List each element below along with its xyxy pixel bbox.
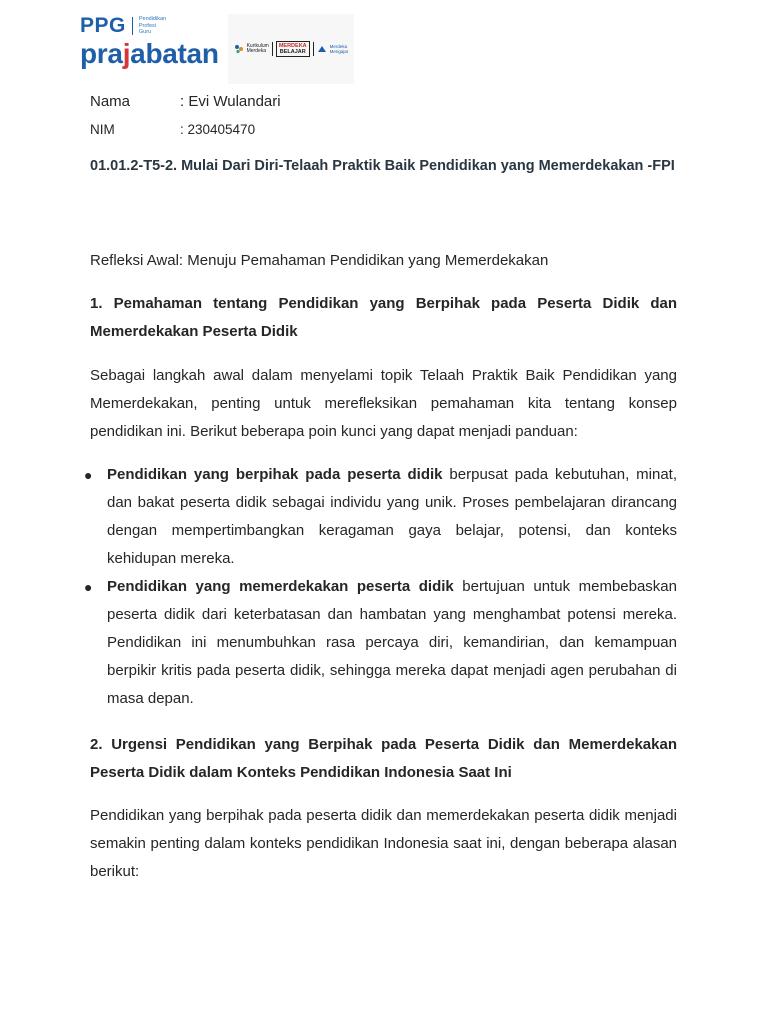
merdeka-belajar-logo: MERDEKA BELAJAR (276, 41, 310, 57)
name-label: Nama (90, 93, 131, 110)
merdeka-mengajar-icon (317, 44, 327, 54)
list-item: ● Pendidikan yang memerdekakan peserta didik bertujuan untuk membebaskan peserta didik dari keterbatasan dan hambatan yang menghambat potensi mereka. Pendidikan ini menumbuhkan rasa percaya diri, kemandirian, dan kemampuan berpikir kritis pada peserta didik, sehingga mereka dapat menjadi agen perubahan di masa depan. (80, 573, 677, 713)
document-title: 01.01.2-T5-2. Mulai Dari Diri-Telaah Praktik Baik Pendidikan yang Memerdekakan -FPI (90, 158, 675, 174)
nim-row (90, 122, 255, 137)
logo-divider (313, 42, 314, 56)
list-item: ● Pendidikan yang berpihak pada peserta didik berpusat pada kebutuhan, minat, dan bakat peserta didik sebagai individu yang unik. Proses pembelajaran dirancang dengan mempertimbangkan keragaman gaya belajar, potensi, dan konteks kehidupan mereka. (80, 461, 677, 573)
section2-heading: 2. Urgensi Pendidikan yang Berpihak pada Peserta Didik dan Memerdekakan Peserta Didik dalam Konteks Pendidikan Indonesia Saat Ini (90, 736, 677, 781)
ppg-prajabatan-logo (80, 14, 220, 70)
logo-divider (272, 42, 273, 56)
intro-line: Refleksi Awal: Menuju Pemahaman Pendidikan yang Memerdekakan (90, 252, 549, 269)
prajabatan-logo-text: prajabatan (80, 38, 219, 69)
bullet-icon: ● (84, 467, 93, 483)
partner-logos (228, 14, 354, 84)
bullet-list (80, 461, 677, 713)
section1-heading: 1. Pemahaman tentang Pendidikan yang Berpihak pada Peserta Didik dan Memerdekakan Peserta Didik (90, 295, 677, 340)
nim-label: NIM (90, 122, 115, 137)
section2-paragraph: Pendidikan yang berpihak pada peserta didik dan memerdekakan peserta didik menjadi semakin penting dalam konteks pendidikan Indonesia saat ini, dengan beberapa alasan berikut: (90, 807, 677, 880)
section1-paragraph: Sebagai langkah awal dalam menyelami topik Telaah Praktik Baik Pendidikan yang Memerdekakan, penting untuk merefleksikan pemahaman kita tentang konsep pendidikan ini. Berikut beberapa poin kunci yang dapat menjadi panduan: (90, 367, 677, 440)
bullet-icon: ● (84, 579, 93, 595)
name-value: : Evi Wulandari (180, 93, 281, 110)
kurikulum-merdeka-icon (234, 44, 244, 54)
ppg-logo-subtitle: Pendidikan Profesi Guru (138, 16, 167, 36)
name-row (90, 93, 281, 110)
kurikulum-merdeka-label: Kurikulum Merdeka (246, 42, 269, 54)
nim-value: : 230405470 (180, 122, 256, 137)
logo-divider (132, 17, 133, 35)
ppg-logo-text: PPG (80, 14, 126, 37)
merdeka-mengajar-label: Merdeka Mengajar (329, 44, 349, 54)
